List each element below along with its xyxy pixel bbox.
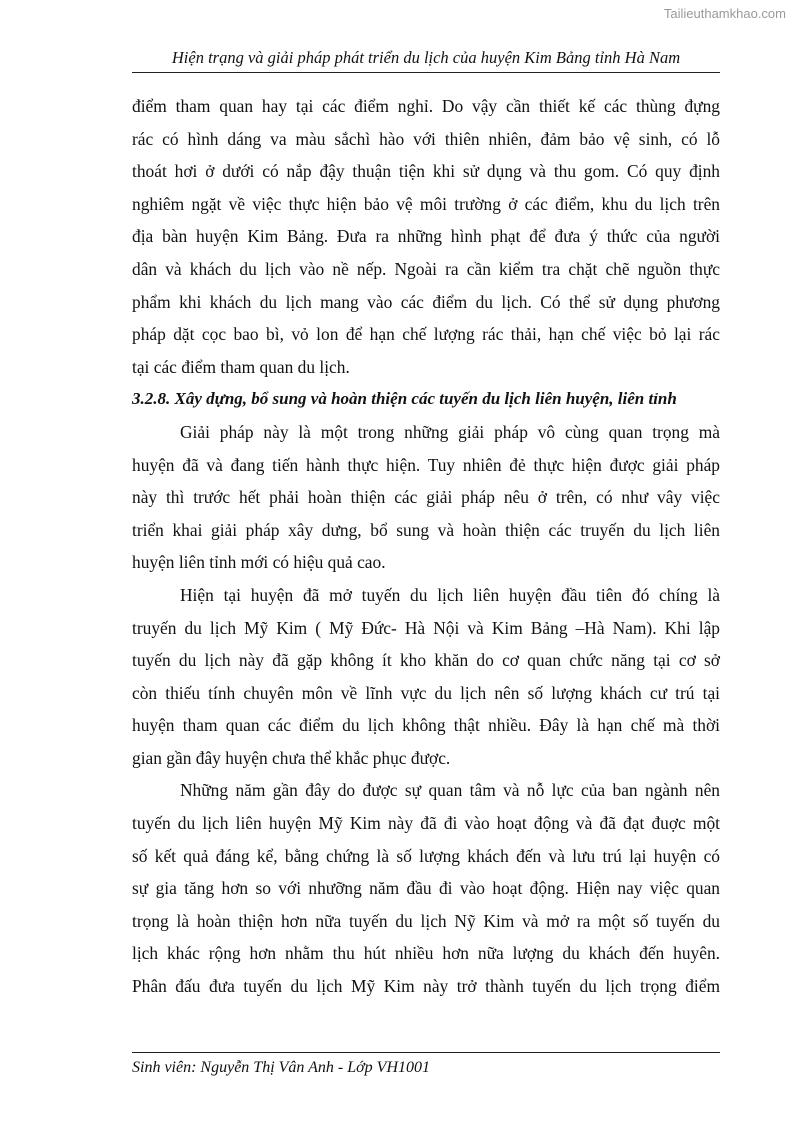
text-line: số kết quả đáng kể, bằng chứng là số lượng khách đến và lưu trú lại huyện có <box>132 845 720 866</box>
document-body <box>132 90 720 1003</box>
text-line: này thì trước hết phải hoàn thiện các giải pháp nêu ở trên, có như vây việc <box>132 487 720 508</box>
text-line: tại các điểm tham quan du lịch. <box>132 356 350 377</box>
text-line: truyến du lịch Mỹ Kim ( Mỹ Đức- Hà Nội và Kim Bảng –Hà Nam). Khi lập <box>132 617 720 638</box>
text-line: thoát hơi ở dưới có nắp đậy thuận tiện khi sử dụng và thu gom. Có quy định <box>132 161 720 182</box>
text-line: huyện đã và đang tiến hành thực hiện. Tuy nhiên đẻ thực hiện được giải pháp <box>132 454 720 475</box>
text-line: tuyến du lịch liên huyện Mỹ Kim này đã đi vào hoạt động và đã đạt đuợc một <box>132 813 720 834</box>
text-line: Phân đấu đưa tuyến du lịch Mỹ Kim này trở thành tuyến du lịch trọng điểm <box>132 976 720 997</box>
text-line: huyện tham quan các điểm du lịch không thật nhiều. Đây là hạn chế mà thời <box>132 715 720 736</box>
paragraph-4 <box>132 774 720 1002</box>
paragraph-3 <box>132 579 720 775</box>
page-header: Hiện trạng và giải pháp phát triển du lịch của huyện Kim Bảng tỉnh Hà Nam <box>132 48 720 73</box>
text-line: còn thiếu tính chuyên môn về lĩnh vực du lịch nên số lượng khách cư trú tại <box>132 682 720 703</box>
paragraph-2 <box>132 416 720 579</box>
text-line: Hiện tại huyện đã mở tuyến du lịch liên huyện đầu tiên đó chíng là <box>180 584 720 605</box>
text-line: nghiêm ngặt về việc thực hiện bảo vệ môi trường ở các điểm, khu du lịch trên <box>132 193 720 214</box>
text-line: phẩm khi khách du lịch mang vào các điểm du lịch. Có thể sử dụng phương <box>132 291 720 312</box>
watermark: Tailieuthamkhao.com <box>663 6 786 21</box>
text-line: rác có hình dáng va màu sắchì hào với thiên nhiên, đảm bảo vệ sinh, có lỗ <box>132 128 720 149</box>
page-footer: Sinh viên: Nguyễn Thị Vân Anh - Lớp VH1001 <box>132 1052 720 1077</box>
text-line: huyện liên tỉnh mới có hiệu quả cao. <box>132 552 386 573</box>
text-line: lịch khác rộng hơn nhằm thu hút nhiều hơn nữa lượng du khách đến huyên. <box>132 943 720 964</box>
text-line: sự gia tăng hơn so với nhưỡng năm đầu đi vào hoạt động. Hiện nay việc quan <box>132 878 720 899</box>
text-line: tuyến du lịch này đã gặp không ít kho khăn do cơ quan chức năng tại cơ sở <box>132 650 720 671</box>
text-line: gian gần đây huyện chưa thể khắc phục được. <box>132 747 451 768</box>
text-line: triển khai giải pháp xây dưng, bổ sung và hoàn thiện các truyến du lịch liên <box>132 519 720 540</box>
text-line: pháp dặt cọc bao bì, vỏ lon để hạn chế lượng rác thải, hạn chế việc bỏ lại rác <box>132 324 720 345</box>
text-line: Những năm gần đây do được sự quan tâm và nỗ lực của ban ngành nên <box>180 780 720 801</box>
paragraph-1 <box>132 90 720 383</box>
text-line: điểm tham quan hay tại các điểm nghỉ. Do vậy cần thiết kế các thùng đựng <box>132 96 720 116</box>
section-heading: 3.2.8. Xây dựng, bổ sung và hoàn thiện các tuyến du lịch liên huyện, liên tỉnh <box>132 389 677 409</box>
text-line: Giải pháp này là một trong những giải pháp vô cùng quan trọng mà <box>180 421 720 442</box>
text-line: dân và khách du lịch vào nề nếp. Ngoài ra cần kiểm tra chặt chẽ nguồn thực <box>132 258 720 279</box>
text-line: trọng là hoàn thiện hơn nữa tuyến du lịch Nỹ Kim và mở ra một số tuyến du <box>132 910 720 931</box>
text-line: địa bàn huyện Kim Bảng. Đưa ra những hình phạt để đưa ý thức của người <box>132 226 720 247</box>
